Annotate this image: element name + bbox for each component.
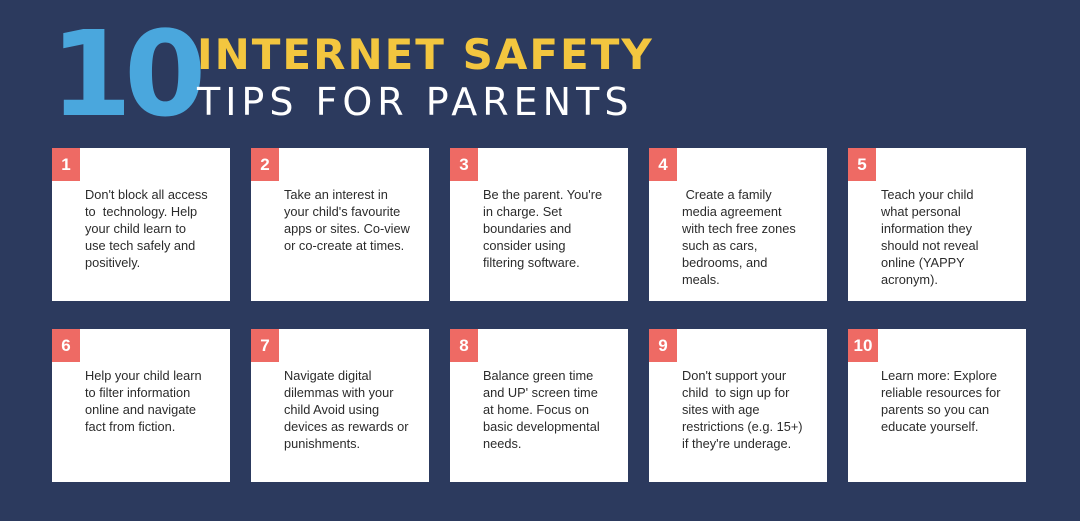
tip-number-badge: 6 (52, 329, 80, 362)
tip-text: Navigate digital dilemmas with your child Avoid using devices as rewards or punishments. (284, 368, 409, 451)
tip-card-5 (848, 148, 1026, 301)
tip-number-badge: 9 (649, 329, 677, 362)
tip-number-badge: 8 (450, 329, 478, 362)
tip-number-badge: 2 (251, 148, 279, 181)
tip-card-2 (251, 148, 429, 301)
tip-card-9 (649, 329, 827, 482)
tip-number-badge: 1 (52, 148, 80, 181)
tip-number-badge: 3 (450, 148, 478, 181)
tip-card-4 (649, 148, 827, 301)
page-title: INTERNET SAFETY (197, 30, 654, 79)
tip-card-6 (52, 329, 230, 482)
big-number-ten: 10 (50, 5, 199, 143)
tip-card-3 (450, 148, 628, 301)
tip-text: Help your child learn to filter information online and navigate fact from fiction. (85, 368, 202, 434)
tip-text: Don't block all access to technology. Help your child learn to use tech safely and positively. (85, 187, 208, 270)
tip-number-badge: 7 (251, 329, 279, 362)
tip-text: Don't support your child to sign up for sites with age restrictions (e.g. 15+) if they're underage. (682, 368, 803, 451)
page-subtitle: TIPS FOR PARENTS (197, 80, 634, 124)
tip-text: Create a family media agreement with tech free zones such as cars, bedrooms, and meals. (682, 187, 796, 287)
tip-text: Teach your child what personal information they should not reveal online (YAPPY acronym). (881, 187, 979, 287)
tip-text: Be the parent. You're in charge. Set boundaries and consider using filtering software. (483, 187, 603, 270)
tip-card-1 (52, 148, 230, 301)
tip-text: Learn more: Explore reliable resources for parents so you can educate yourself. (881, 368, 1001, 434)
tip-number-badge: 5 (848, 148, 876, 181)
tip-card-10 (848, 329, 1026, 482)
tip-number-badge: 4 (649, 148, 677, 181)
tip-card-7 (251, 329, 429, 482)
tip-card-8 (450, 329, 628, 482)
tip-text: Balance green time and UP' screen time at home. Focus on basic developmental needs. (483, 368, 600, 451)
tip-number-badge: 10 (848, 329, 878, 362)
tip-text: Take an interest in your child's favourite apps or sites. Co-view or co-create at times. (284, 187, 410, 253)
